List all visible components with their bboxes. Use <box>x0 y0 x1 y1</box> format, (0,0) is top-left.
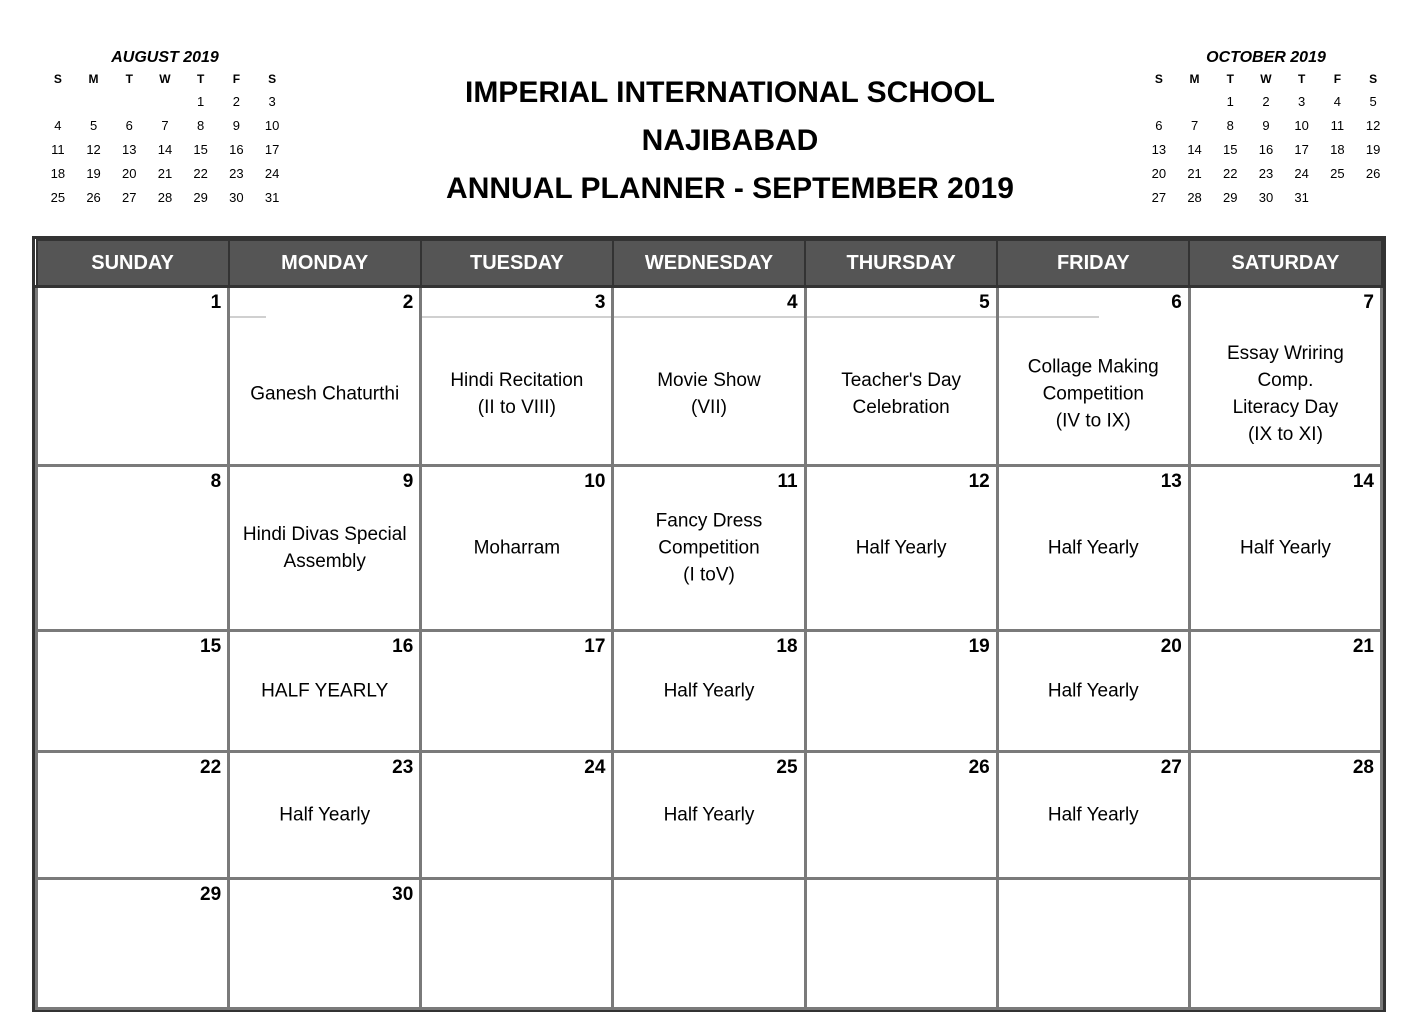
mini-day-cell <box>111 89 147 113</box>
week-row <box>37 466 1382 631</box>
mini-day-cell: 15 <box>193 141 208 157</box>
day-event: Half Yearly <box>1047 537 1139 559</box>
mini-week-row <box>1141 113 1391 137</box>
mini-calendar-title: OCTOBER 2019 <box>1206 49 1326 66</box>
month-calendar-grid <box>32 236 1386 1012</box>
mini-calendar-table <box>1141 69 1391 209</box>
school-location: NAJIBABAD <box>641 124 819 157</box>
mini-weekday-header: W <box>159 72 171 86</box>
cell-top-rule <box>807 316 996 318</box>
cell-top-rule <box>999 316 1099 318</box>
mini-day-cell: 1 <box>1226 93 1234 109</box>
weekday-header-sunday: SUNDAY <box>37 240 229 287</box>
week-row <box>37 752 1382 879</box>
mini-day-cell: 11 <box>51 141 65 157</box>
day-cell[interactable] <box>805 631 997 752</box>
day-number: 16 <box>392 636 414 657</box>
mini-week-row <box>1141 137 1391 161</box>
day-event: Half Yearly <box>1047 680 1139 702</box>
mini-day-cell: 10 <box>1294 117 1309 133</box>
day-number: 6 <box>1171 292 1182 313</box>
day-event: Half Yearly <box>1240 537 1331 559</box>
cell-top-rule <box>614 316 803 318</box>
mini-day-cell: 21 <box>157 165 173 181</box>
mini-day-cell: 1 <box>197 93 205 109</box>
day-number: 29 <box>200 884 222 905</box>
mini-day-cell: 25 <box>1330 165 1345 181</box>
mini-calendar-table <box>40 69 290 209</box>
day-event: HALF YEARLY <box>261 680 389 702</box>
mini-day-cell: 21 <box>1187 165 1202 181</box>
mini-day-cell: 3 <box>1298 93 1306 109</box>
weekday-header-friday: FRIDAY <box>997 240 1189 287</box>
mini-day-cell: 19 <box>86 165 101 181</box>
mini-day-cell: 29 <box>193 189 208 205</box>
day-number: 18 <box>776 636 798 657</box>
week-row <box>37 287 1382 466</box>
mini-week-row <box>40 185 290 209</box>
mini-day-cell: 5 <box>1369 93 1377 109</box>
day-cell[interactable] <box>805 752 997 879</box>
mini-day-cell: 22 <box>193 165 208 181</box>
mini-day-cell: 4 <box>1333 93 1341 109</box>
mini-day-cell: 7 <box>161 117 169 133</box>
day-number: 11 <box>777 471 798 492</box>
mini-day-cell: 23 <box>1258 165 1274 181</box>
day-cell[interactable] <box>229 466 421 631</box>
day-number: 24 <box>584 757 606 778</box>
mini-week-row <box>1141 89 1391 113</box>
day-number: 30 <box>392 884 414 905</box>
day-event: Fancy Dress Competition (I toV) <box>655 510 763 586</box>
mini-day-cell: 20 <box>122 165 137 181</box>
mini-day-cell <box>1320 185 1356 209</box>
mini-day-cell: 25 <box>50 189 66 205</box>
mini-day-cell: 14 <box>1187 141 1202 157</box>
planner-header <box>420 72 1040 216</box>
mini-day-cell: 31 <box>264 189 280 205</box>
day-cell[interactable] <box>229 752 421 879</box>
mini-day-cell: 23 <box>229 165 244 181</box>
day-cell[interactable] <box>997 287 1189 466</box>
day-event: Half Yearly <box>663 680 755 702</box>
day-event: Ganesh Chaturthi <box>250 383 400 405</box>
day-number: 5 <box>979 292 990 313</box>
mini-day-cell: 14 <box>157 141 173 157</box>
weekday-header-tuesday: TUESDAY <box>421 240 613 287</box>
mini-day-cell: 12 <box>1365 117 1381 133</box>
day-event: Hindi Divas Special Assembly <box>242 524 407 572</box>
cell-top-rule <box>230 316 266 318</box>
mini-day-cell: 20 <box>1151 165 1167 181</box>
mini-day-cell: 17 <box>1294 141 1309 157</box>
day-number: 15 <box>200 636 222 657</box>
mini-day-cell <box>76 89 112 113</box>
mini-day-cell: 27 <box>122 189 137 205</box>
weekday-header-monday: MONDAY <box>229 240 421 287</box>
mini-calendar-title: AUGUST 2019 <box>111 49 219 66</box>
mini-day-cell: 18 <box>50 165 66 181</box>
mini-day-cell: 26 <box>86 189 101 205</box>
mini-day-cell: 2 <box>1262 93 1270 109</box>
day-event: Half Yearly <box>855 537 947 559</box>
mini-day-cell <box>1355 185 1391 209</box>
day-cell[interactable] <box>997 879 1189 1009</box>
day-number: 13 <box>1160 471 1182 492</box>
day-cell[interactable] <box>997 752 1189 879</box>
mini-weekday-header: M <box>1189 72 1200 86</box>
mini-day-cell: 30 <box>1258 189 1274 205</box>
mini-weekday-header: T <box>125 72 133 86</box>
day-number: 20 <box>1160 636 1182 657</box>
day-cell[interactable] <box>229 879 421 1009</box>
mini-day-cell <box>147 89 183 113</box>
day-event: Teacher's Day Celebration <box>841 369 962 418</box>
mini-day-cell: 9 <box>232 117 240 133</box>
mini-calendar-october <box>1141 47 1391 209</box>
day-cell[interactable] <box>1189 287 1381 466</box>
mini-weekday-header: T <box>196 72 205 86</box>
day-cell[interactable] <box>421 287 613 466</box>
day-cell[interactable] <box>421 879 613 1009</box>
mini-weekday-header: F <box>232 72 241 86</box>
day-number: 19 <box>968 636 990 657</box>
mini-day-cell: 17 <box>264 141 280 157</box>
day-number: 25 <box>776 757 798 778</box>
mini-weekday-header: T <box>1297 72 1306 86</box>
mini-week-row <box>1141 185 1391 209</box>
day-cell[interactable] <box>613 752 805 879</box>
day-cell[interactable] <box>805 879 997 1009</box>
mini-week-row <box>40 137 290 161</box>
mini-day-cell: 27 <box>1151 189 1167 205</box>
day-cell[interactable] <box>805 466 997 631</box>
mini-day-cell <box>1141 89 1177 113</box>
day-event: Moharram <box>473 537 561 559</box>
day-number: 28 <box>1352 757 1374 778</box>
day-number: 12 <box>968 471 990 492</box>
week-row <box>37 879 1382 1009</box>
day-number: 22 <box>200 757 222 778</box>
mini-day-cell: 26 <box>1365 165 1381 181</box>
day-number: 21 <box>1352 636 1374 657</box>
day-cell[interactable] <box>1189 631 1381 752</box>
day-cell[interactable] <box>1189 879 1381 1009</box>
mini-day-cell: 15 <box>1223 141 1238 157</box>
mini-day-cell: 31 <box>1294 189 1309 205</box>
day-event: Collage Making Competition (IV to IX) <box>1027 356 1159 432</box>
day-cell[interactable] <box>37 879 229 1009</box>
day-number: 17 <box>584 636 606 657</box>
week-row <box>37 631 1382 752</box>
day-event: Essay Wriring Comp. Literacy Day (IX to XI) <box>1227 342 1344 445</box>
day-cell[interactable] <box>997 631 1189 752</box>
mini-day-cell: 18 <box>1330 141 1345 157</box>
day-cell[interactable] <box>421 752 613 879</box>
day-number: 2 <box>402 292 414 313</box>
mini-day-cell: 3 <box>268 93 276 109</box>
day-cell[interactable] <box>229 287 421 466</box>
mini-day-cell: 16 <box>229 141 244 157</box>
day-cell[interactable] <box>1189 466 1381 631</box>
day-cell[interactable] <box>997 466 1189 631</box>
mini-day-cell: 4 <box>54 117 62 133</box>
cell-top-rule <box>422 316 611 318</box>
day-cell[interactable] <box>37 466 229 631</box>
mini-day-cell: 8 <box>197 117 205 133</box>
mini-day-cell: 10 <box>264 117 280 133</box>
day-cell[interactable] <box>613 466 805 631</box>
day-event: Half Yearly <box>1047 804 1139 826</box>
mini-weekday-header: F <box>1333 72 1342 86</box>
mini-weekday-header: M <box>88 72 99 86</box>
day-cell[interactable] <box>37 752 229 879</box>
day-cell[interactable] <box>421 631 613 752</box>
day-number: 3 <box>594 292 606 313</box>
mini-day-cell <box>1177 89 1213 113</box>
mini-day-cell: 30 <box>229 189 244 205</box>
day-cell[interactable] <box>613 287 805 466</box>
mini-day-cell: 28 <box>157 189 173 205</box>
mini-day-cell: 16 <box>1258 141 1274 157</box>
day-cell[interactable] <box>1189 752 1381 879</box>
mini-day-cell: 19 <box>1365 141 1381 157</box>
day-cell[interactable] <box>613 631 805 752</box>
day-number: 26 <box>968 757 990 778</box>
day-number: 8 <box>210 471 222 492</box>
mini-weekday-header: S <box>53 72 62 86</box>
day-number: 23 <box>392 757 414 778</box>
day-number: 14 <box>1352 471 1374 492</box>
day-cell[interactable] <box>37 631 229 752</box>
mini-day-cell: 28 <box>1187 189 1202 205</box>
mini-week-row <box>40 89 290 113</box>
mini-weekday-header: S <box>1369 72 1378 86</box>
day-event: Half Yearly <box>663 804 755 826</box>
mini-day-cell: 24 <box>1294 165 1309 181</box>
day-cell[interactable] <box>229 631 421 752</box>
mini-day-cell: 12 <box>86 141 101 157</box>
weekday-header-saturday: SATURDAY <box>1189 240 1381 287</box>
mini-day-cell: 13 <box>122 141 137 157</box>
mini-day-cell: 5 <box>89 117 98 133</box>
mini-day-cell: 9 <box>1262 117 1270 133</box>
mini-weekday-header: W <box>1260 72 1272 86</box>
day-event: Movie Show (VII) <box>657 369 761 418</box>
day-cell[interactable] <box>421 466 613 631</box>
weekday-header-thursday: THURSDAY <box>805 240 997 287</box>
mini-weekday-header: T <box>1226 72 1234 86</box>
day-event: Hindi Recitation (II to VIII) <box>450 369 584 418</box>
mini-day-cell: 13 <box>1151 141 1167 157</box>
mini-day-cell <box>40 89 76 113</box>
school-name: IMPERIAL INTERNATIONAL SCHOOL <box>464 76 995 109</box>
mini-day-cell: 6 <box>1155 117 1163 133</box>
mini-calendar-august <box>40 47 290 209</box>
day-cell[interactable] <box>37 287 229 466</box>
weekday-header-wednesday: WEDNESDAY <box>613 240 805 287</box>
day-number: 1 <box>210 292 222 313</box>
day-cell[interactable] <box>613 879 805 1009</box>
mini-day-cell: 29 <box>1223 189 1238 205</box>
mini-weekday-header: S <box>1154 72 1163 86</box>
day-cell[interactable] <box>805 287 997 466</box>
planner-title: ANNUAL PLANNER - SEPTEMBER 2019 <box>446 172 1014 205</box>
mini-day-cell: 11 <box>1330 117 1345 133</box>
mini-week-row <box>40 113 290 137</box>
day-number: 27 <box>1160 757 1182 778</box>
mini-week-row <box>40 161 290 185</box>
mini-week-row <box>1141 161 1391 185</box>
day-number: 10 <box>584 471 606 492</box>
mini-day-cell: 2 <box>232 93 240 109</box>
day-number: 4 <box>786 292 798 313</box>
mini-day-cell: 22 <box>1223 165 1238 181</box>
mini-day-cell: 6 <box>125 117 133 133</box>
day-event: Half Yearly <box>279 804 371 826</box>
day-number: 7 <box>1363 292 1374 313</box>
mini-day-cell: 24 <box>264 165 280 181</box>
mini-weekday-header: S <box>268 72 277 86</box>
mini-day-cell: 8 <box>1226 117 1234 133</box>
day-number: 9 <box>402 471 414 492</box>
mini-day-cell: 7 <box>1190 117 1199 133</box>
